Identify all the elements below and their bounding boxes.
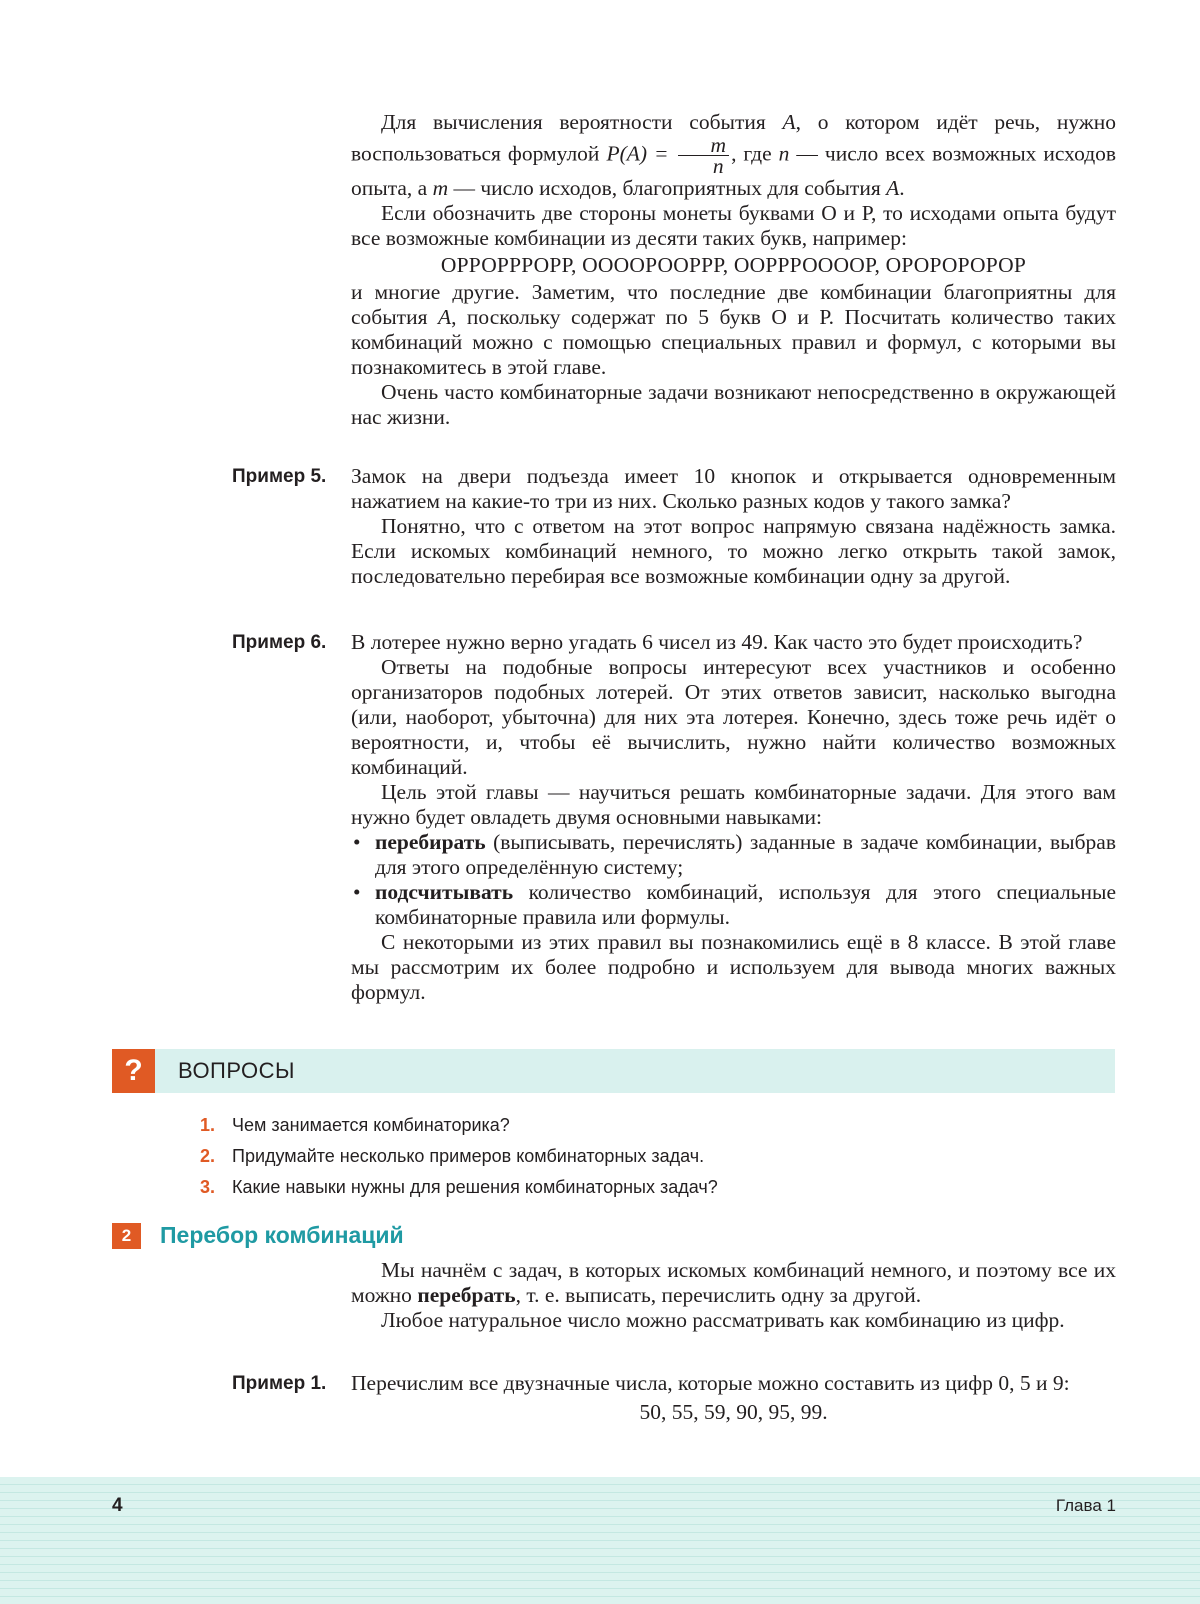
combinations-line: ОРРОРРРОРР, ООООРООРРР, ООРРРООООР, ОРОРОРОРОР: [440, 253, 1027, 277]
page-number: 4: [112, 1495, 123, 1516]
example-6-text: [351, 630, 1116, 1005]
questions-header-bar: [155, 1049, 1115, 1093]
intro-paragraph-4: Очень часто комбинаторные задачи возникают непосредственно в окружающей нас жизни.: [351, 380, 1116, 429]
example-5-label: Пример 5.: [232, 466, 327, 487]
example-5-question: Замок на двери подъезда имеет 10 кнопок и открывается одновременным нажатием на какие-то три из них. Сколько разных кодов у такого замка?: [351, 464, 1116, 513]
bullet-icon: •: [353, 880, 361, 904]
section-title: Перебор комбинаций: [160, 1222, 404, 1248]
questions-list: [200, 1110, 718, 1203]
example-6-question: В лотерее нужно верно угадать 6 чисел из 49. Как часто это будет происходить?: [351, 630, 1083, 654]
formula-lhs: P(A) =: [606, 141, 669, 166]
bullet-icon: •: [353, 830, 361, 854]
chapter-label: Глава 1: [1055, 1496, 1116, 1515]
example-6-paragraph-4: С некоторыми из этих правил вы познакомились ещё в 8 классе. В этой главе мы рассмотрим их более подробно и используем для вывода многих важных формул.: [351, 930, 1116, 1004]
formula-fraction: $\frac{m}{n}$: [678, 135, 730, 176]
example-6-paragraph-2: Ответы на подобные вопросы интересуют всех участников и особенно организаторов подобных лотерей. От этих ответов зависит, насколько выгодна (или, наоборот, убыточна) для них эта лотерея. Конечно, здесь тоже речь идёт о вероятности, и, чтобы её вычислить, нужно найти количество возможных комбинаций.: [351, 655, 1116, 779]
example-1-text: [351, 1371, 1116, 1425]
question-item: 1. Чем занимается комбинаторика?: [200, 1115, 510, 1135]
example-1-label: Пример 1.: [232, 1373, 327, 1394]
section-2-paragraph-2: Любое натуральное число можно рассматривать как комбинацию из цифр.: [381, 1308, 1065, 1332]
example-6-label: Пример 6.: [232, 632, 327, 653]
intro-paragraph-1: Для вычисления вероятности события A, о котором идёт речь, нужно воспользоваться формулой P(A) = $\frac{m}{n}$ , где n — число всех возможных исходов опыта, а m — число исходов, благоприятных для события A.: [351, 110, 1117, 200]
section-number-badge: 2: [112, 1223, 141, 1249]
skill-item: • перебирать (выписывать, перечислять) заданные в задаче комбинации, выбрав для этого определённую систему;: [353, 830, 1116, 879]
section-2-text: [351, 1258, 1116, 1333]
example-5-text: [351, 464, 1116, 589]
example-1-result: 50, 55, 59, 90, 95, 99.: [639, 1400, 828, 1424]
intro-text: [351, 110, 1116, 430]
intro-paragraph-2: Если обозначить две стороны монеты буквами О и Р, то исходами опыта будут все возможные комбинации из десяти таких букв, например:: [351, 201, 1116, 250]
example-1-question: Перечислим все двузначные числа, которые можно составить из цифр 0, 5 и 9:: [351, 1371, 1070, 1395]
skills-list: [351, 830, 1116, 930]
questions-title: ВОПРОСЫ: [178, 1058, 296, 1083]
example-5-explanation: Понятно, что с ответом на этот вопрос напрямую связана надёжность замка. Если искомых комбинаций немного, то можно легко открыть такой замок, последовательно перебирая все возможные комбинации одну за другой.: [351, 514, 1116, 588]
example-6-paragraph-3: Цель этой главы — научиться решать комбинаторные задачи. Для этого вам нужно будет овладеть двумя основными навыками:: [351, 780, 1116, 829]
question-item: 2. Придумайте несколько примеров комбинаторных задач.: [200, 1146, 705, 1166]
page-footer: [0, 1477, 1200, 1604]
skill-item: • подсчитывать количество комбинаций, используя для этого специальные комбинаторные правила или формулы.: [353, 880, 1116, 929]
question-mark-icon: ?: [112, 1049, 155, 1093]
section-2-paragraph-1: Мы начнём с задач, в которых искомых комбинаций немного, и поэтому все их можно перебрать, т. е. выписать, перечислить одну за другой.: [351, 1258, 1116, 1307]
intro-paragraph-3: и многие другие. Заметим, что последние две комбинации благоприятны для события A, поскольку содержат по 5 букв О и Р. Посчитать количество таких комбинаций можно с помощью специальных правил и формул, с которыми вы познакомитесь в этой главе.: [351, 280, 1116, 379]
question-item: 3. Какие навыки нужны для решения комбинаторных задач?: [200, 1177, 718, 1197]
